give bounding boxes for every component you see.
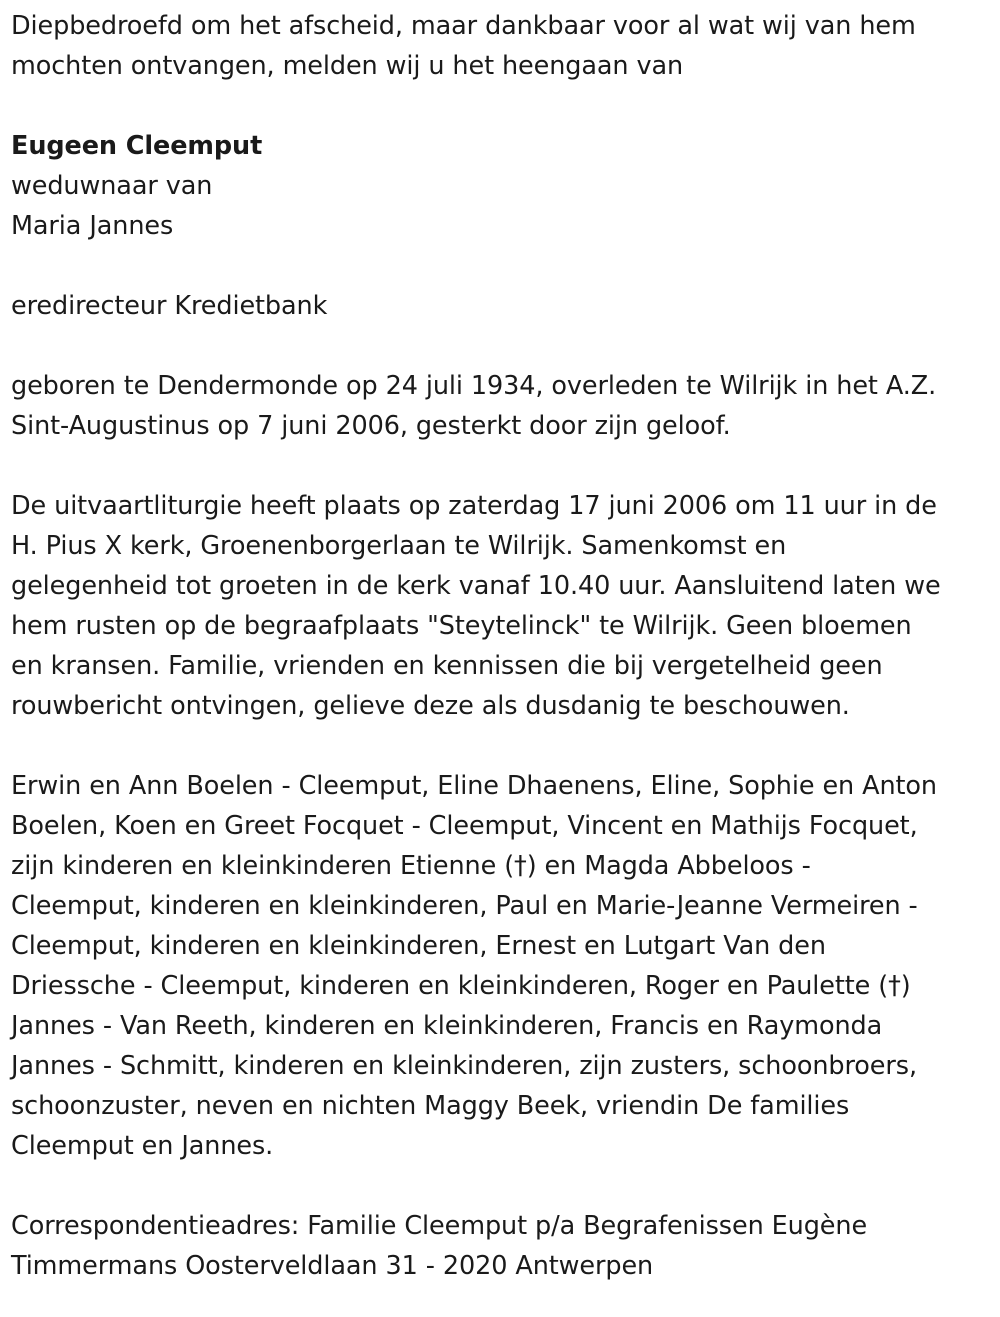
deceased-name: Eugeen Cleemput [11, 131, 263, 161]
intro-line: Diepbedroefd om het afscheid, maar dankbaar voor al wat wij van hem [11, 11, 916, 41]
spacer [11, 246, 991, 286]
birth-death-line: Sint-Augustinus op 7 juni 2006, gesterkt door zijn geloof. [11, 411, 731, 441]
spacer [11, 446, 991, 486]
spacer [11, 726, 991, 766]
spacer [11, 86, 991, 126]
family-line: Jannes - Van Reeth, kinderen en kleinkinderen, Francis en Raymonda [11, 1011, 883, 1041]
obituary-notice [11, 6, 991, 1286]
family-line: zijn kinderen en kleinkinderen Etienne (†) en Magda Abbeloos - [11, 851, 811, 881]
correspondence-paragraph [11, 1206, 991, 1286]
intro-line: mochten ontvangen, melden wij u het heengaan van [11, 51, 684, 81]
family-line: Cleemput en Jannes. [11, 1131, 274, 1161]
spacer [11, 326, 991, 366]
family-line: Cleemput, kinderen en kleinkinderen, Ernest en Lutgart Van den [11, 931, 826, 961]
spouse-name: Maria Jannes [11, 211, 174, 241]
family-line: Erwin en Ann Boelen - Cleemput, Eline Dhaenens, Eline, Sophie en Anton [11, 771, 937, 801]
widower-label: weduwnaar van [11, 171, 213, 201]
funeral-paragraph [11, 486, 991, 726]
correspondence-line: Correspondentieadres: Familie Cleemput p/a Begrafenissen Eugène [11, 1211, 868, 1241]
family-line: Jannes - Schmitt, kinderen en kleinkinderen, zijn zusters, schoonbroers, [11, 1051, 917, 1081]
family-line: schoonzuster, neven en nichten Maggy Beek, vriendin De families [11, 1091, 850, 1121]
intro-paragraph [11, 6, 991, 86]
funeral-line: De uitvaartliturgie heeft plaats op zaterdag 17 juni 2006 om 11 uur in de [11, 491, 937, 521]
family-paragraph [11, 766, 991, 1166]
family-line: Boelen, Koen en Greet Focquet - Cleemput, Vincent en Mathijs Focquet, [11, 811, 918, 841]
family-line: Cleemput, kinderen en kleinkinderen, Paul en Marie-Jeanne Vermeiren - [11, 891, 918, 921]
funeral-line: H. Pius X kerk, Groenenborgerlaan te Wilrijk. Samenkomst en [11, 531, 787, 561]
profession: eredirecteur Kredietbank [11, 291, 328, 321]
funeral-line: hem rusten op de begraafplaats "Steytelinck" te Wilrijk. Geen bloemen [11, 611, 912, 641]
birth-death-line: geboren te Dendermonde op 24 juli 1934, overleden te Wilrijk in het A.Z. [11, 371, 937, 401]
spacer [11, 1166, 991, 1206]
birth-death-paragraph [11, 366, 991, 446]
funeral-line: en kransen. Familie, vrienden en kennissen die bij vergetelheid geen [11, 651, 883, 681]
family-line: Driessche - Cleemput, kinderen en kleinkinderen, Roger en Paulette (†) [11, 971, 911, 1001]
funeral-line: rouwbericht ontvingen, gelieve deze als dusdanig te beschouwen. [11, 691, 850, 721]
funeral-line: gelegenheid tot groeten in de kerk vanaf 10.40 uur. Aansluitend laten we [11, 571, 941, 601]
correspondence-line: Timmermans Oosterveldlaan 31 - 2020 Antwerpen [11, 1251, 654, 1281]
